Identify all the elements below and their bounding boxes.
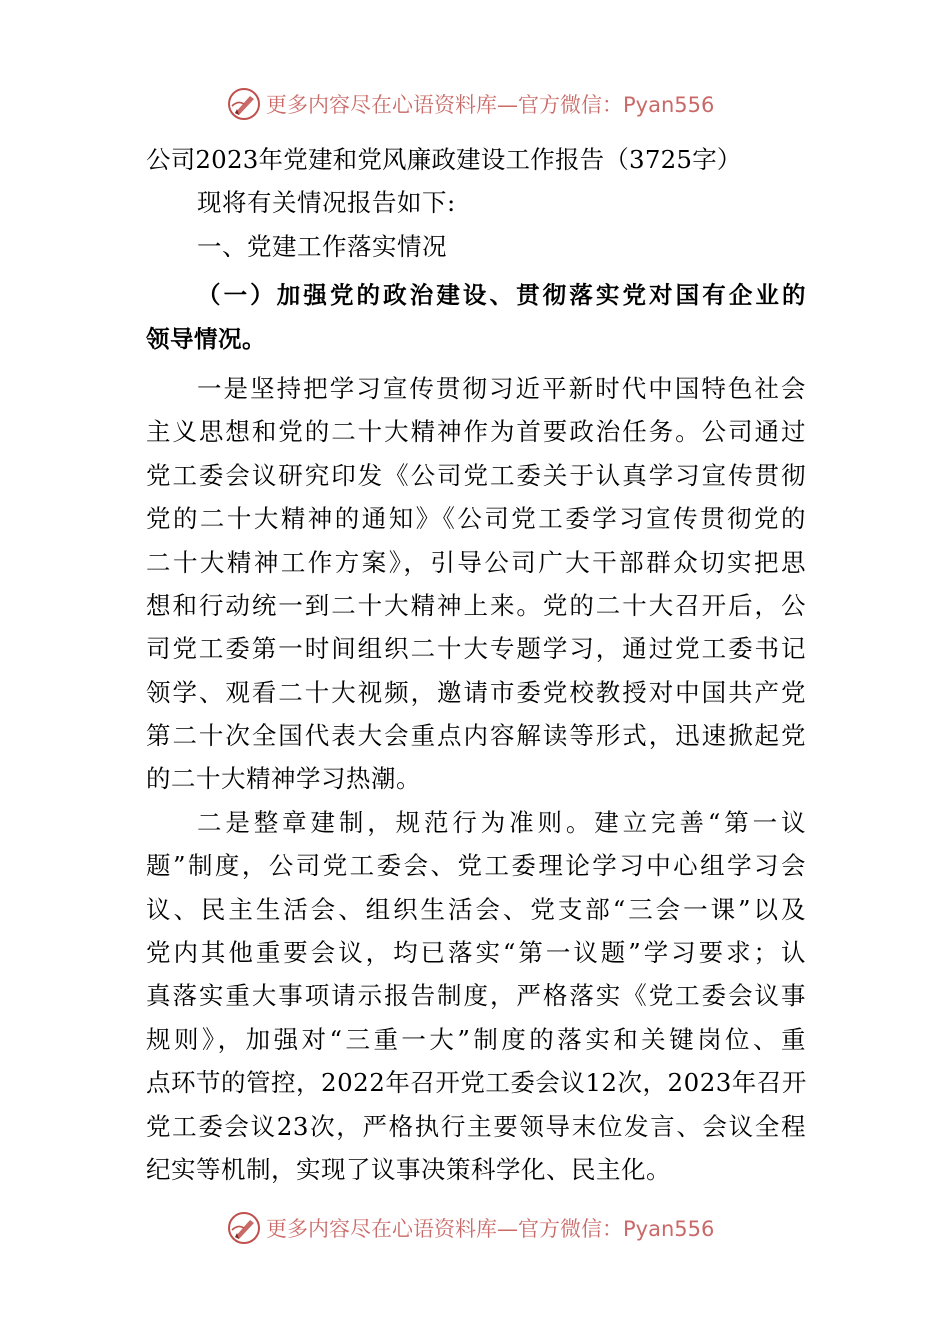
paragraph-line: 议、民主生活会、组织生活会、党支部“三会一课”以及: [146, 894, 806, 924]
watermark-text: 更多内容尽在心语资料库—官方微信：Pyan556: [266, 93, 715, 117]
paragraph-line: 想和行动统一到二十大精神上来。党的二十大召开后，公: [146, 590, 806, 620]
subheading-line: 领导情况。: [146, 324, 266, 353]
watermark-text: 更多内容尽在心语资料库—官方微信：Pyan556: [266, 1217, 715, 1241]
paragraph-1: [146, 367, 806, 801]
paragraph-2: [146, 801, 806, 1192]
document-title: 公司2023年党建和党风廉政建设工作报告（3725字）: [146, 145, 742, 174]
header-watermark: [226, 84, 714, 124]
footer-watermark: [226, 1208, 714, 1248]
paragraph-line: 主义思想和党的二十大精神作为首要政治任务。公司通过: [146, 417, 806, 447]
paragraph-line: 一是坚持把学习宣传贯彻习近平新时代中国特色社会: [197, 373, 806, 403]
paragraph-line: 真落实重大事项请示报告制度，严格落实《党工委会议事: [146, 981, 806, 1011]
paragraph-line: 司党工委第一时间组织二十大专题学习，通过党工委书记: [146, 634, 806, 664]
paragraph-line: 领学、观看二十大视频，邀请市委党校教授对中国共产党: [146, 677, 806, 707]
paragraph-line: 党工委会议研究印发《公司党工委关于认真学习宣传贯彻: [146, 460, 806, 490]
paragraph-line: 的二十大精神学习热潮。: [146, 764, 421, 794]
pen-logo-icon: [226, 1210, 262, 1246]
paragraph-line: 二十大精神工作方案》，引导公司广大干部群众切实把思: [146, 547, 806, 577]
paragraph-line: 题”制度，公司党工委会、党工委理论学习中心组学习会: [146, 851, 806, 881]
section-heading: 一、党建工作落实情况: [197, 231, 447, 261]
document-body: [146, 138, 806, 1191]
paragraph-line: 规则》，加强对“三重一大”制度的落实和关键岗位、重: [146, 1024, 806, 1054]
pen-logo-icon: [226, 86, 262, 122]
paragraph-line: 第二十次全国代表大会重点内容解读等形式，迅速掀起党: [146, 721, 806, 751]
paragraph-line: 点环节的管控，2022年召开党工委会议12次，2023年召开: [146, 1068, 807, 1098]
paragraph-line: 党工委会议23次，严格执行主要领导末位发言、会议全程: [146, 1111, 806, 1141]
paragraph-line: 党的二十大精神的通知》《公司党工委学习宣传贯彻党的: [146, 504, 806, 534]
intro-text: 现将有关情况报告如下:: [197, 188, 456, 218]
paragraph-line: 党内其他重要会议，均已落实“第一议题”学习要求；认: [146, 938, 806, 968]
paragraph-line: 二是整章建制，规范行为准则。建立完善“第一议: [197, 807, 806, 837]
subheading-line: （一）加强党的政治建设、贯彻落实党对国有企业的: [197, 281, 806, 310]
paragraph-line: 纪实等机制，实现了议事决策科学化、民主化。: [146, 1154, 671, 1184]
subheading: [146, 274, 806, 361]
